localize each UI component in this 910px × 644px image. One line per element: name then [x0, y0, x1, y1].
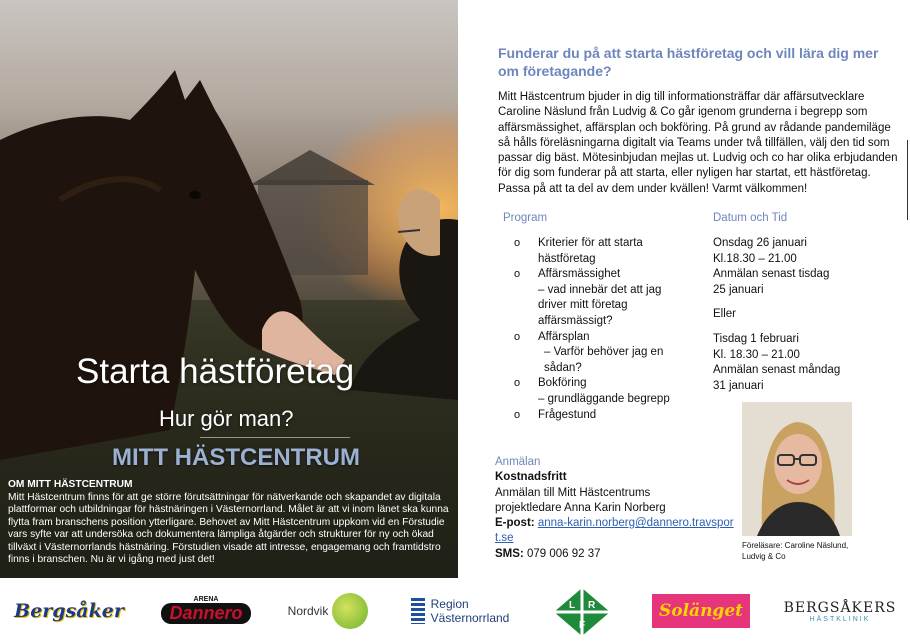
- region-stripes-icon: [411, 598, 425, 624]
- lrf-logo: [550, 586, 614, 638]
- about-text: Mitt Hästcentrum finns för att ge större förutsättningar för nätverkande och skapandet av digitala plattformar och utbildningar för hästnäringen i Västernorrland. Målet är att vi inom länet ska kunna flytta fram branschens position ytterligare. Behovet av Mitt Hästcentrum uppkom vid en Förstudie vars syfte var att undersöka och dokumentera lämpliga åtgärder och strukturer för ny och ökad tillväxt i Västernorrlands hästnäring. Förstudien visade att intresse, engagemang och framtidstro finns i branschen. Nu är vi igång med just det!: [8, 491, 449, 565]
- program-heading: Program: [503, 212, 548, 224]
- session1-time: Kl.18.30 – 21.00: [713, 252, 797, 265]
- sms-number: 079 006 92 37: [526, 547, 601, 560]
- hero-photo: [0, 0, 458, 578]
- nordvik-logo: Nordvik: [282, 590, 374, 632]
- session2-time: Kl. 18.30 – 21.00: [713, 348, 800, 361]
- region-vasternorrland-logo: Region Västernorrland: [404, 594, 516, 628]
- dannero-logo: ARENA Dannero: [152, 590, 260, 630]
- session2-day: Tisdag 1 februari: [713, 332, 799, 345]
- solanget-logo: Solänget: [652, 594, 750, 628]
- registration-heading: Anmälan: [495, 456, 541, 468]
- dates-list: [713, 236, 893, 394]
- session1-deadline: Anmälan senast tisdag: [713, 268, 830, 281]
- hero-title: Starta hästföretag: [76, 352, 355, 391]
- sms-label: SMS:: [495, 547, 524, 560]
- session2-deadline-date: 31 januari: [713, 379, 764, 392]
- program-item: o Affärsmässighet – vad innebär det att jag driver mitt företag affärsmässigt?: [514, 268, 662, 327]
- hero-subtitle: Hur gör man?: [159, 406, 294, 431]
- bullet-icon: o: [514, 377, 521, 390]
- svg-text:F: F: [579, 620, 586, 631]
- registration-cost: Kostnadsfritt: [495, 471, 567, 484]
- about-heading: OM MITT HÄSTCENTRUM: [8, 479, 133, 490]
- program-item: o Frågestund: [514, 408, 689, 424]
- registration-line2: projektledare Anna Karin Norberg: [495, 501, 666, 514]
- registration-section: [495, 455, 735, 562]
- hero-brand: MITT HÄSTCENTRUM: [112, 444, 360, 471]
- bergsaker-logo: Bergsåker: [14, 600, 124, 622]
- svg-text:R: R: [588, 600, 596, 611]
- program-item: o Affärsplan – Varför behöver jag en sådan?: [514, 330, 664, 374]
- program-item: o Bokföring – grundläggande begrepp: [514, 377, 670, 405]
- registration-line1: Anmälan till Mitt Hästcentrums: [495, 486, 651, 499]
- or-label: Eller: [713, 308, 737, 321]
- nordvik-circle-icon: [332, 593, 368, 629]
- divider: [907, 140, 908, 220]
- session1-deadline-date: 25 januari: [713, 283, 764, 296]
- bullet-icon: o: [514, 330, 521, 343]
- sponsor-logos: [0, 582, 910, 644]
- svg-text:L: L: [569, 600, 576, 611]
- bullet-icon: o: [514, 237, 521, 249]
- program-item: o Kriterier för att starta hästföretag: [514, 237, 643, 265]
- intro-text: Mitt Hästcentrum bjuder in dig till informationsträffar där affärsutvecklare Caroline Näslund från Ludvig & Co går igenom grunderna i begrepp som affärsmässighet, affärsplan och bokföring. På grund av rådande pandemiläge så hålls föreläsningarna digitalt via Teams under två tillfällen, välj den tid som passar dig bäst. Mötesinbjudan mejlas ut. Ludvig och co har olika erbjudanden för dig som funderar på att starta, eller nyligen har startat, ett hästföretag. Passa på att ta del av dem under kvällen! Varmt välkommen!: [498, 91, 898, 195]
- session2-deadline: Anmälan senast måndag: [713, 364, 841, 377]
- dates-heading: Datum och Tid: [713, 212, 788, 224]
- page-heading: Funderar du på att starta hästföretag och vill lära dig mer om företagande?: [498, 45, 879, 79]
- email-label: E-post:: [495, 517, 535, 530]
- bullet-icon: o: [514, 408, 521, 421]
- about-section: [8, 479, 453, 567]
- program-list: [514, 236, 689, 423]
- email-link[interactable]: anna-karin.norberg@dannero.travsport.se: [495, 517, 734, 545]
- speaker-caption: Föreläsare: Caroline Näslund, Ludvig & Co: [742, 541, 849, 561]
- session1-day: Onsdag 26 januari: [713, 237, 807, 249]
- bergsakers-hastklinik-logo: BERGSÅKERS HÄSTKLINIK: [783, 599, 897, 623]
- hero-divider: [200, 437, 350, 438]
- bullet-icon: o: [514, 268, 521, 281]
- speaker-photo: [742, 402, 852, 536]
